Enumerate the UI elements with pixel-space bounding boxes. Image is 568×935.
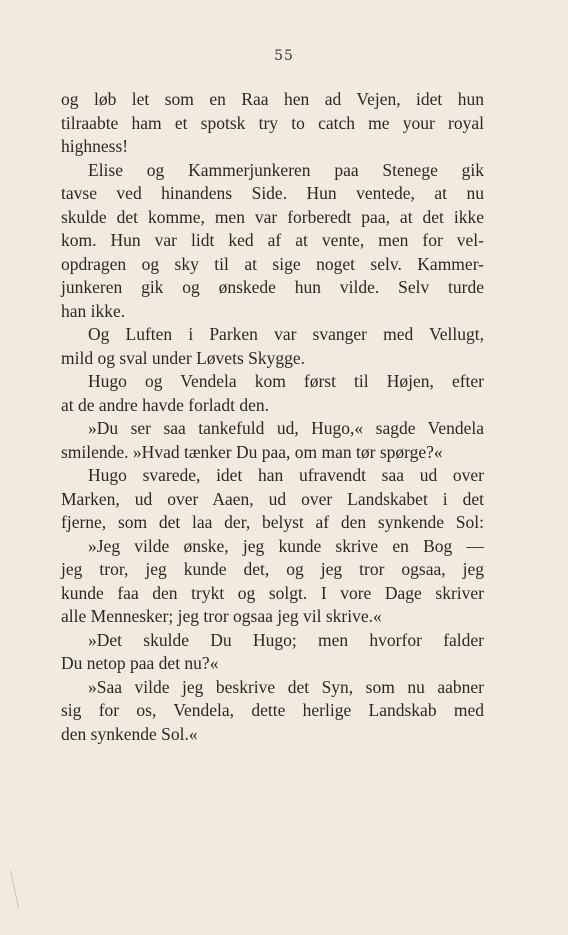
text-line: tavse ved hinandens Side. Hun ventede, at nu bbox=[61, 183, 484, 203]
text-line: Hugo svarede, idet han ufravendt saa ud over bbox=[88, 465, 484, 485]
text-line: alle Mennesker; jeg tror ogsaa jeg vil skrive.« bbox=[61, 606, 382, 626]
text-line: tilraabte ham et spotsk try to catch me your royal bbox=[61, 112, 484, 133]
text-line: den synkende Sol.« bbox=[61, 723, 198, 744]
text-line: sig for os, Vendela, dette herlige Landskab med bbox=[61, 700, 484, 720]
text-line: Du netop paa det nu?« bbox=[61, 653, 219, 673]
text-line: kunde faa den trykt og solgt. I vore Dage skriver bbox=[61, 582, 484, 603]
text-line: at de andre havde forladt den. bbox=[61, 394, 269, 415]
page-margin-mark bbox=[10, 870, 19, 907]
text-line: mild og sval under Løvets Skygge. bbox=[61, 347, 306, 368]
text-line: »Du ser saa tankefuld ud, Hugo,« sagde Vendela bbox=[88, 418, 484, 438]
text-line: »Saa vilde jeg beskrive det Syn, som nu aabner bbox=[88, 676, 484, 697]
text-line: Hugo og Vendela kom først til Højen, efter bbox=[88, 371, 484, 391]
text-line: »Jeg vilde ønske, jeg kunde skrive en Bog — bbox=[88, 535, 484, 556]
text-line: Og Luften i Parken var svanger med Vellugt, bbox=[88, 324, 484, 344]
text-line: Elise og Kammerjunkeren paa Stenege gik bbox=[88, 159, 484, 180]
body-text bbox=[61, 88, 484, 746]
text-line: kom. Hun var lidt ked af at vente, men for vel- bbox=[61, 230, 484, 250]
text-line: junkeren gik og ønskede hun vilde. Selv turde bbox=[61, 277, 484, 297]
text-line: smilende. »Hvad tænker Du paa, om man tør spørge?« bbox=[61, 441, 443, 462]
text-line: »Det skulde Du Hugo; men hvorfor falder bbox=[88, 629, 484, 650]
text-line: fjerne, som det laa der, belyst af den synkende Sol: bbox=[61, 512, 484, 532]
page-number: 55 bbox=[274, 48, 294, 64]
text-line: highness! bbox=[61, 136, 129, 156]
text-line: og løb let som en Raa hen ad Vejen, idet hun bbox=[61, 89, 484, 109]
text-line: opdragen og sky til at sige noget selv. Kammer- bbox=[61, 253, 484, 274]
text-line: han ikke. bbox=[61, 300, 126, 321]
text-line: Marken, ud over Aaen, ud over Landskabet i det bbox=[61, 488, 484, 509]
text-line: skulde det komme, men var forberedt paa, at det ikke bbox=[61, 206, 484, 227]
text-line: jeg tror, jeg kunde det, og jeg tror ogsaa, jeg bbox=[61, 559, 484, 579]
